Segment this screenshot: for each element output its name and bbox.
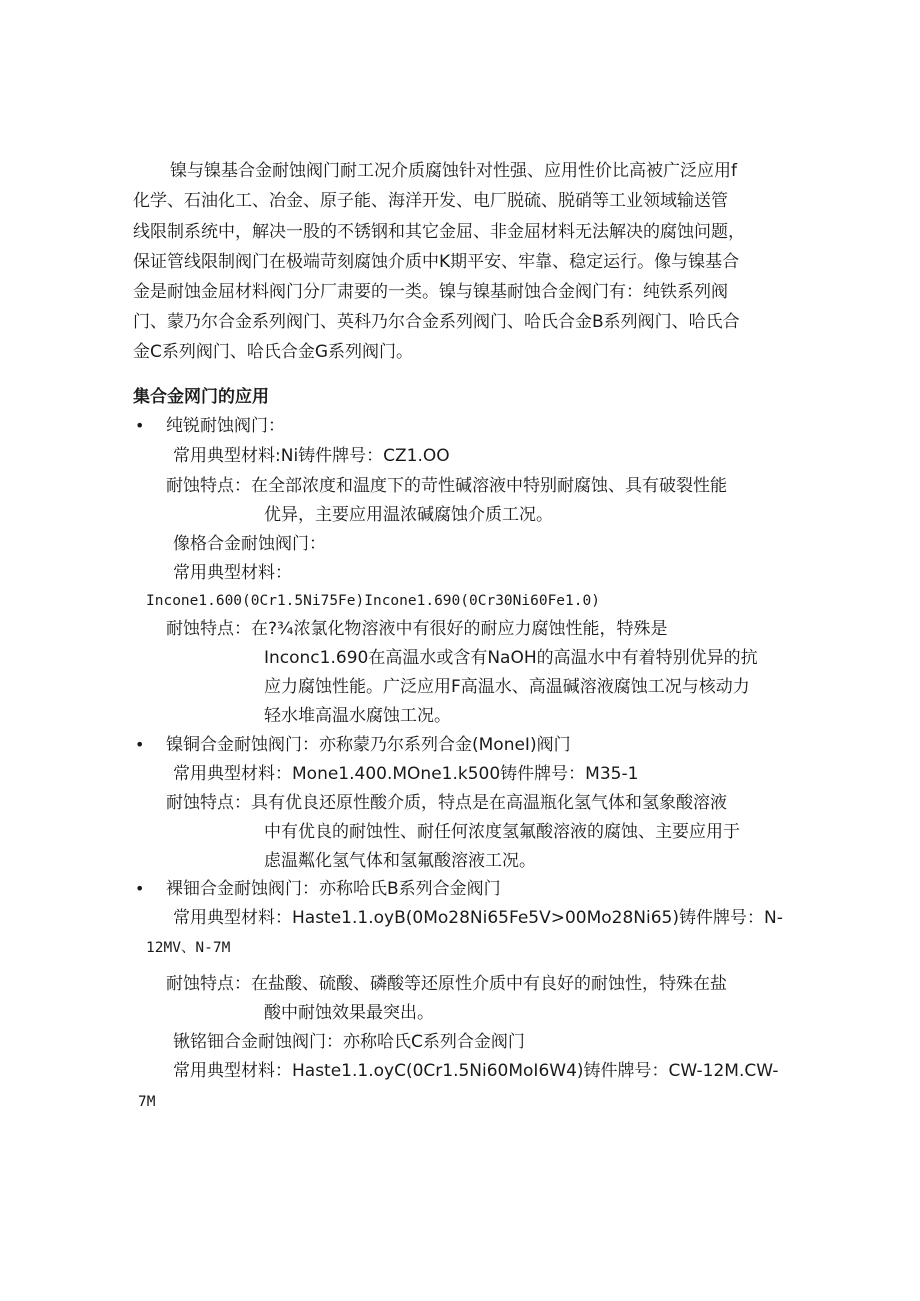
item-4-title: 裸钿合金耐蚀阀门：亦称哈氏B系列合金阀门 bbox=[166, 879, 501, 899]
intro-line-7: 金C系列阀门、哈氏合金G系列阀门。 bbox=[133, 342, 414, 362]
item-1-title: 纯锐耐蚀阀门： bbox=[166, 416, 285, 436]
item-3-title: 镍铜合金耐蚀阀门：亦称蒙乃尔系列合金(MoneI)阀门 bbox=[166, 735, 571, 755]
item-2-feature-line-2: Inconc1.690在高温水或含有NaOH的高温水中有着特别优异的抗 bbox=[264, 648, 758, 668]
item-2-title: 像格合金耐蚀阀门： bbox=[173, 534, 326, 554]
item-3-material: 常用典型材料：Mone1.400.MOne1.k500铸件牌号：M35-1 bbox=[173, 764, 639, 784]
item-2-feature-line-1: 耐蚀特点：在?¾浓氯化物溶液中有很好的耐应力腐蚀性能，特殊是 bbox=[166, 619, 668, 639]
item-4-feature-line-2: 酸中耐蚀效果最突出。 bbox=[264, 1003, 434, 1023]
intro-line-3: 线限制系统中，解决一股的不锈钢和其它金屈、非金屈材料无法解决的腐蚀问题， bbox=[133, 222, 745, 242]
item-3-feature-line-3: 虑温粼化氢气体和氢氟酸溶液工况。 bbox=[264, 851, 536, 871]
item-2-material-value: Incone1.600(0Cr1.5Ni75Fe)Incone1.690(0Cr30Ni60Fe1.0) bbox=[146, 593, 600, 609]
intro-line-5: 金是耐蚀金屈材料阀门分厂肃要的一类。镍与镍基耐蚀合金阀门有：纯铁系列阀 bbox=[133, 282, 728, 302]
item-2-material-label: 常用典型材料： bbox=[173, 563, 292, 583]
item-3-feature-line-2: 中有优良的耐蚀性、耐任何浓度氢氟酸溶液的腐蚀、主要应用于 bbox=[264, 822, 740, 842]
item-5-title: 锹铭钿合金耐蚀阀门：亦称哈氏C系列合金阀门 bbox=[173, 1032, 525, 1052]
section-title: 集合金网门的应用 bbox=[133, 387, 269, 407]
item-5-material-line-2: 7M bbox=[138, 1094, 156, 1110]
bullet-marker: • bbox=[135, 416, 145, 435]
item-4-material-line-1: 常用典型材料：Haste1.1.oyB(0Mo28Ni65Fe5V>00Mo28Ni65)铸件牌号：N- bbox=[173, 908, 783, 928]
item-4-feature-line-1: 耐蚀特点：在盐酸、硫酸、磷酸等还原性介质中有良好的耐蚀性，特殊在盐 bbox=[166, 974, 727, 994]
intro-line-4: 保证管线限制阀门在极端苛刻腐蚀介质中K期平安、牢靠、稳定运行。像与镍基合 bbox=[133, 252, 740, 272]
intro-line-1: 镍与镍基合金耐蚀阀门耐工况介质腐蚀针对性强、应用性价比高被广泛应用f bbox=[170, 161, 737, 181]
intro-line-2: 化学、石油化工、冶金、原子能、海洋开发、电厂脱硫、脱硝等工业领域输送管 bbox=[133, 191, 728, 211]
item-3-feature-line-1: 耐蚀特点：具有优良还原性酸介质，特点是在高温瓶化氢气体和氢象酸溶液 bbox=[166, 793, 727, 813]
item-1-feature-line-1: 耐蚀特点：在全部浓度和温度下的苛性碱溶液中特别耐腐蚀、具有破裂性能 bbox=[166, 476, 727, 496]
item-1-feature-line-2: 优异，主要应用温浓碱腐蚀介质工况。 bbox=[264, 505, 553, 525]
item-5-material-line-1: 常用典型材料：Haste1.1.oyC(0Cr1.5Ni60MoI6W4)铸件牌号：CW-12M.CW- bbox=[173, 1061, 779, 1081]
item-1-material: 常用典型材料:Ni铸件牌号：CZ1.OO bbox=[173, 446, 450, 466]
bullet-marker: • bbox=[135, 879, 145, 898]
item-2-feature-line-3: 应力腐蚀性能。广泛应用F高温水、高温碱溶液腐蚀工况与核动力 bbox=[264, 677, 750, 697]
intro-line-6: 门、蒙乃尔合金系列阀门、英科乃尔合金系列阀门、哈氏合金B系列阀门、哈氏合 bbox=[133, 312, 740, 332]
item-4-material-line-2: 12MV、N-7M bbox=[146, 940, 231, 956]
bullet-marker: • bbox=[135, 735, 145, 754]
item-2-feature-line-4: 轻水堆高温水腐蚀工况。 bbox=[264, 706, 451, 726]
